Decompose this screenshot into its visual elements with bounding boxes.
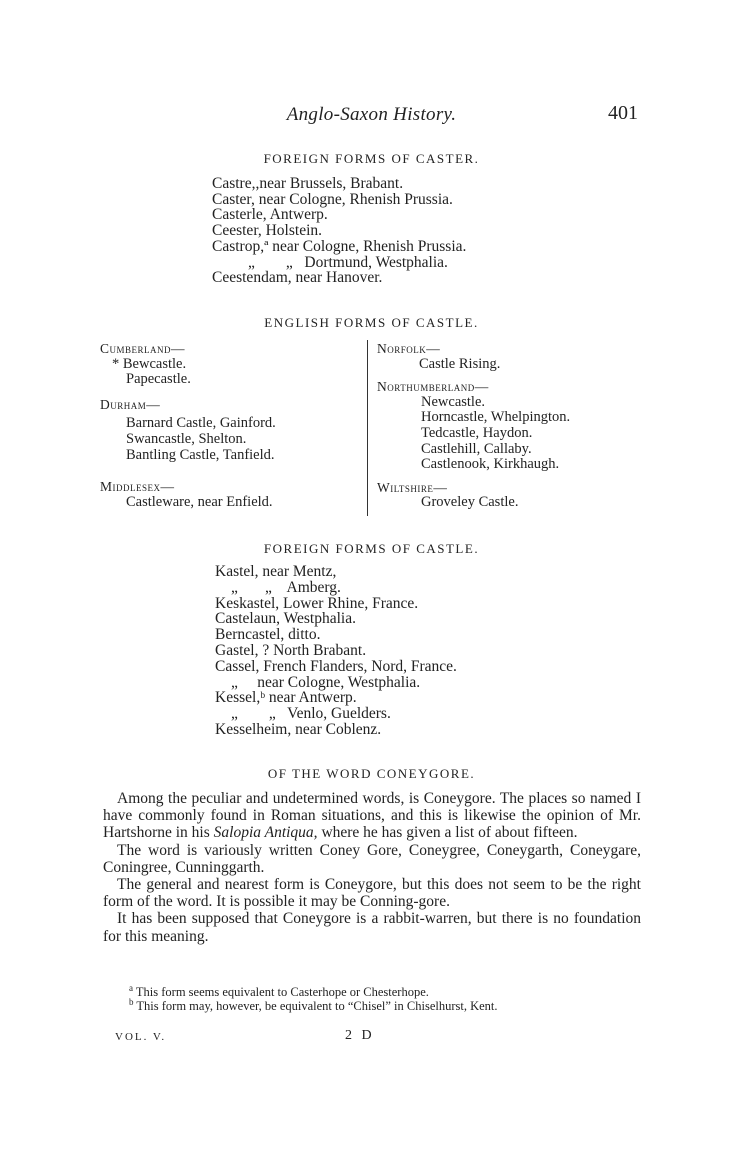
list-item: „ „ Amberg. <box>231 578 341 596</box>
place-item: Castle Rising. <box>419 355 501 372</box>
list-item: Castre,,near Brussels, Brabant. <box>212 175 404 192</box>
county-heading: Norfolk— <box>377 341 441 356</box>
list-item: Kesselheim, near Coblenz. <box>215 720 382 738</box>
place-item: Newcastle. <box>421 393 486 410</box>
county-heading: Middlesex— <box>100 479 175 495</box>
heading-foreign-caster: FOREIGN FORMS OF CASTER. <box>263 151 480 166</box>
right-county-column <box>377 341 570 511</box>
volume-signature: VOL. V. <box>115 1031 167 1043</box>
list-item: „ near Cologne, Westphalia. <box>231 673 421 691</box>
foreign-castle-list <box>215 564 457 738</box>
coneygore-text <box>103 790 641 945</box>
heading-coneygore: OF THE WORD CONEYGORE. <box>267 766 476 781</box>
running-title: Anglo-Saxon History. <box>286 104 457 125</box>
column-divider <box>367 340 368 516</box>
list-item: Castrop,ª near Cologne, Rhenish Prussia. <box>212 237 467 255</box>
list-item: Ceester, Holstein. <box>212 222 323 240</box>
paragraph: It has been supposed that Coneygore is a rabbit-warren, but there is no foundation for this meaning. <box>103 910 641 945</box>
place-item: Swancastle, Shelton. <box>126 430 247 447</box>
place-item: Tedcastle, Haydon. <box>421 424 533 441</box>
place-item: Castleware, near Enfield. <box>126 493 273 510</box>
foreign-caster-list <box>212 176 466 286</box>
heading-english-castle: ENGLISH FORMS OF CASTLE. <box>264 315 479 330</box>
page-number: 401 <box>608 102 638 124</box>
list-item: Caster, near Cologne, Rhenish Prussia. <box>212 190 453 208</box>
place-item: Horncastle, Whelpington. <box>421 409 571 426</box>
place-item: Papecastle. <box>126 371 191 388</box>
heading-foreign-castle: FOREIGN FORMS OF CASTLE. <box>263 541 480 556</box>
left-county-column <box>100 341 276 510</box>
paragraph: Among the peculiar and undetermined words, is Coneygore. The places so named I have commonly found in Roman situations, and this is likewise the opinion of Mr. Hartshorne in his Salopia Antiqua, where he has given a list of about fifteen. <box>103 790 641 842</box>
list-item: Casterle, Antwerp. <box>212 206 328 224</box>
list-item: Berncastel, ditto. <box>215 626 321 644</box>
list-item: Keskastel, Lower Rhine, France. <box>215 594 419 612</box>
list-item: Castelaun, Westphalia. <box>215 610 356 628</box>
list-item: Kessel,ᵇ near Antwerp. <box>215 689 357 707</box>
list-item: Gastel, ? North Brabant. <box>215 641 367 659</box>
list-item: Ceestendam, near Hanover. <box>212 269 383 287</box>
list-item: Cassel, French Flanders, Nord, France. <box>215 657 457 675</box>
footnote-a: $^a$ This form seems equivalent to Casterhope or Chesterhope. <box>129 983 429 999</box>
county-heading: Wiltshire— <box>377 479 448 495</box>
list-item: Kastel, near Mentz, <box>215 563 337 580</box>
list-item: „ „ Venlo, Guelders. <box>231 705 391 723</box>
place-item: Castlehill, Callaby. <box>421 440 532 457</box>
county-heading: Durham— <box>100 396 161 412</box>
place-item: Castlenook, Kirkhaugh. <box>421 456 560 473</box>
place-item: * Bewcastle. <box>112 355 187 372</box>
paragraph: The word is variously written Coney Gore, Coneygree, Coneygarth, Coneygare, Coningree, Cunninggarth. <box>103 841 641 876</box>
footnotes <box>103 985 641 1013</box>
place-item: Barnard Castle, Gainford. <box>126 415 276 432</box>
footnote-b: $^b$ This form may, however, be equivalent to “Chisel” in Chiselhurst, Kent. <box>129 997 498 1013</box>
paragraph: The general and nearest form is Coneygore, but this does not seem to be the right form of the word. It is possible it may be Conning-gore. <box>103 876 641 911</box>
place-item: Groveley Castle. <box>421 494 519 511</box>
county-heading: Northumberland— <box>377 379 489 395</box>
place-item: Bantling Castle, Tanfield. <box>126 446 275 463</box>
list-item: „ „ Dortmund, Westphalia. <box>248 253 448 271</box>
signature-mark: 2 D <box>345 1028 375 1043</box>
county-heading: Cumberland— <box>100 341 186 356</box>
